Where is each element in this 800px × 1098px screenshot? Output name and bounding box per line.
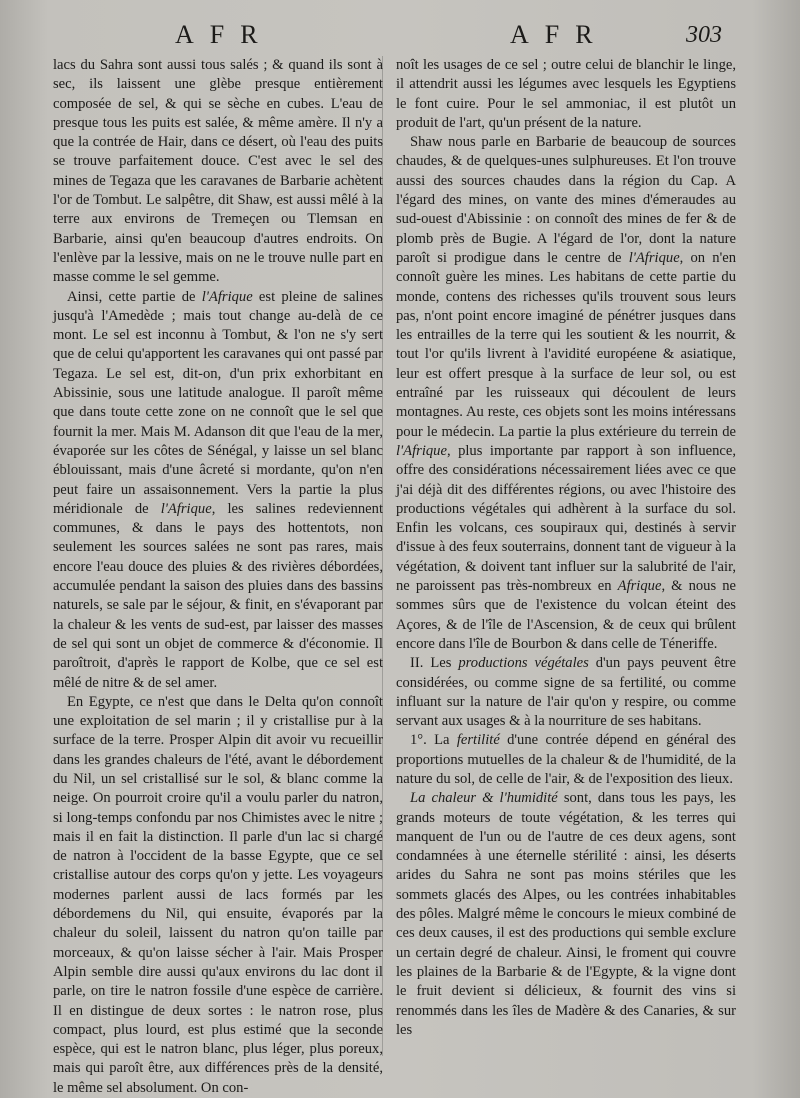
- italic-term: l'Afrique: [628, 249, 680, 266]
- left-column: [53, 56, 383, 1098]
- left-paragraph-1: lacs du Sahra sont aussi tous salés ; & quand ils sont à sec, ils laissent une glèbe presque entièrement composée de sel, & qui se sèche en cubes. L'eau de presque tous les puits est salée, & même amère. Il n'y a que la contrée de Hair, dans ce désert, où l'eau des puits se trouve parfaitement douce. C'est avec le sel des mines de Tegaza que les caravanes de Barbarie achètent l'or de Tombut. Le salpêtre, dit Shaw, est aussi mêlé à la terre aux environs de Tremeçen ou Tlemsan en Barbarie, ainsi qu'en beaucoup d'autres endroits. On l'enlève par la lessive, mais on ne le trouve nulle part en masse comme le sel gemme.: [53, 57, 383, 286]
- right-column: [396, 56, 736, 1040]
- italic-term: Afrique: [617, 578, 662, 595]
- italic-term: productions végétales: [458, 655, 589, 672]
- page-number: 303: [686, 22, 722, 48]
- left-paragraph-2: Ainsi, cette partie de l'Afrique est pleine de salines jusqu'à l'Amedède ; mais tout change au-delà de ce mont. Le sel est inconnu à Tombut, & l'on ne s'y sert que de celui qu'apportent les caravanes qui ont passé par Tegaza. Le sel est, dit-on, d'un prix exhorbitant en Abissinie, sous une latitude analogue. Il paroît même que dans toute cette zone on ne connoît que le sel que fournit la mer. Mais M. Adanson dit que l'eau de la mer, évaporée sur les côtes de Sénégal, y laisse un sel blanc éblouissant, mais d'une âcreté si mordante, qu'on n'en peut faire un assaisonnement. Vers la partie la plus méridionale de l'Afrique, les salines redeviennent communes, & dans le pays des hottentots, non seulement les sources salées ne sont pas rares, mais encore l'eau douce des pluies & des rivières débordées, accumulée pendant la saison des pluies dans des bassins naturels, se sale par le séjour, & finit, en s'évaporant par la chaleur & les vents de sud-est, par laisser des masses de sel qui sont un objet de commerce & d'économie. Il paroîtroit, d'après le rapport de Kolbe, que ce sel est mêlé de nitre & de sel amer.: [53, 288, 384, 691]
- right-paragraph-3: II. Les productions végétales d'un pays peuvent être considérées, ou comme signe de sa fertilité, ou comme influant sur la nature de l'air qu'on y respire, ou comme servant aux usages & à la nourriture de ses habitans.: [396, 655, 736, 730]
- italic-term: l'Afrique: [396, 442, 447, 459]
- italic-term: l'Afrique: [201, 288, 253, 305]
- right-paragraph-2: Shaw nous parle en Barbarie de beaucoup de sources chaudes, & de quelques-unes sulphureuses. Et l'on trouve aussi des sources chaudes dans la région du Cap. A l'égard des mines, on vante des mines d'émeraudes au sud-ouest d'Abissinie : on connoît des mines de fer & de plomb près de Bugie. A l'égard de l'or, dont la nature paroît si prodigue dans le centre de l'Afrique, on n'en connoît guère les mines. Les habitans de cette partie du monde, contens des richesses qu'ils trouvent sous leurs pas, n'ont point encore imaginé de pénétrer jusques dans les entrailles de la terre qui les soutient & les nourrit, & tout l'or qu'ils livrent à l'avidité européene & asiatique, leur est offert presque à la surface de leur sol, ou est entraîné par les ruisseaux qui découlent de leurs montagnes. Au reste, ces objets sont les moins intéressans pour le médecin. La partie la plus extérieure du terrein de l'Afrique, plus importante par rapport à son influence, offre des considérations nécessairement liées avec ce que j'ai déjà dit des différentes régions, ou avec l'histoire des productions végétales qui adhèrent à la surface du sol. Enfin les volcans, ces soupiraux qui, destinés à servir d'issue à des feux souterrains, donnent tant de vigueur à la végétation, & doivent tant influer sur la salubrité de l'air, ne paroissent pas très-nombreux en Afrique, & nous ne sommes sûrs que de l'existence du volcan éteint des Açores, & de l'île de l'Ascension, & de ceux qui brûlent encore dans l'île de Bourbon & dans celle de Téneriffe.: [396, 134, 737, 652]
- right-paragraph-5: La chaleur & l'humidité sont, dans tous les pays, les grands moteurs de toute végétation, & les terres qui manquent de l'un ou de l'autre de ces deux agens, sont condamnées à une éternelle stérilité : ainsi, les déserts arides du Sahra ne sont pas moins stériles que les sommets glacés des Alpes, ou les contrées inhabitables des pôles. Malgré même le concours le mieux combiné de ces deux causes, il est des productions qui semble exclure un certain degré de chaleur. Ainsi, le froment qui couvre les plaines de la Barbarie & de l'Egypte, & la vigne dont le fruit devient si délicieux, & fournit des vins si renommés dans les îles de Madère & des Canaries, & sur les: [396, 790, 736, 1038]
- running-header: [0, 20, 800, 54]
- right-paragraph-4: 1°. La fertilité d'une contrée dépend en général des proportions mutuelles de la chaleur & de l'humidité, de la nature du sol, de celle de l'air, & de l'exposition des lieux.: [396, 732, 736, 787]
- left-paragraph-3: En Egypte, ce n'est que dans le Delta qu'on connoît une exploitation de sel marin ; il y cristallise pur à la surface de la terre. Prosper Alpin dit avoir vu recueillir dans les grandes chaleurs de l'été, avant le débordement du Nil, un sel cristallisé sur le sol, & blanc comme la neige. On pourroit croire qu'il a voulu parler du natron, si long-temps confondu par nos Chimistes avec le nitre ; mais il en fait la distinction. Il parle d'un lac si chargé de natron à l'occident de la basse Egypte, que ce sel cristallise autour des corps qu'on y jette. Les voyageurs modernes parlent aussi de lacs formés par les débordemens du Nil, qui ensuite, évaporés par la chaleur du soleil, laissent du natron qu'on taille par morceaux, & qu'on laisse sécher à l'air. Mais Prosper Alpin semble dire aussi qu'aux environs du lac dont il parle, on tire le natron fossile d'une espèce de carrière. Il en distingue de deux sortes : le natron rose, plus compact, plus lourd, est plus estimé que la seconde espèce, qui est le natron blanc, plus léger, plus poreux, mais qui paroît être, aux différences près de la densité, le même sel absolument. On con-: [53, 693, 383, 1096]
- right-running-head: AFR: [510, 20, 609, 49]
- left-running-head: AFR: [175, 20, 274, 49]
- italic-term: l'Afrique: [160, 500, 212, 517]
- right-paragraph-1: noît les usages de ce sel ; outre celui de blanchir le linge, il attendrit aussi les légumes avec lesquels les Egyptiens le font cuire. Pour le sel ammoniac, il est plutôt un produit de l'art, qu'un présent de la nature.: [396, 57, 736, 131]
- italic-term: fertilité: [456, 732, 500, 749]
- italic-term: La chaleur & l'humidité: [410, 790, 558, 807]
